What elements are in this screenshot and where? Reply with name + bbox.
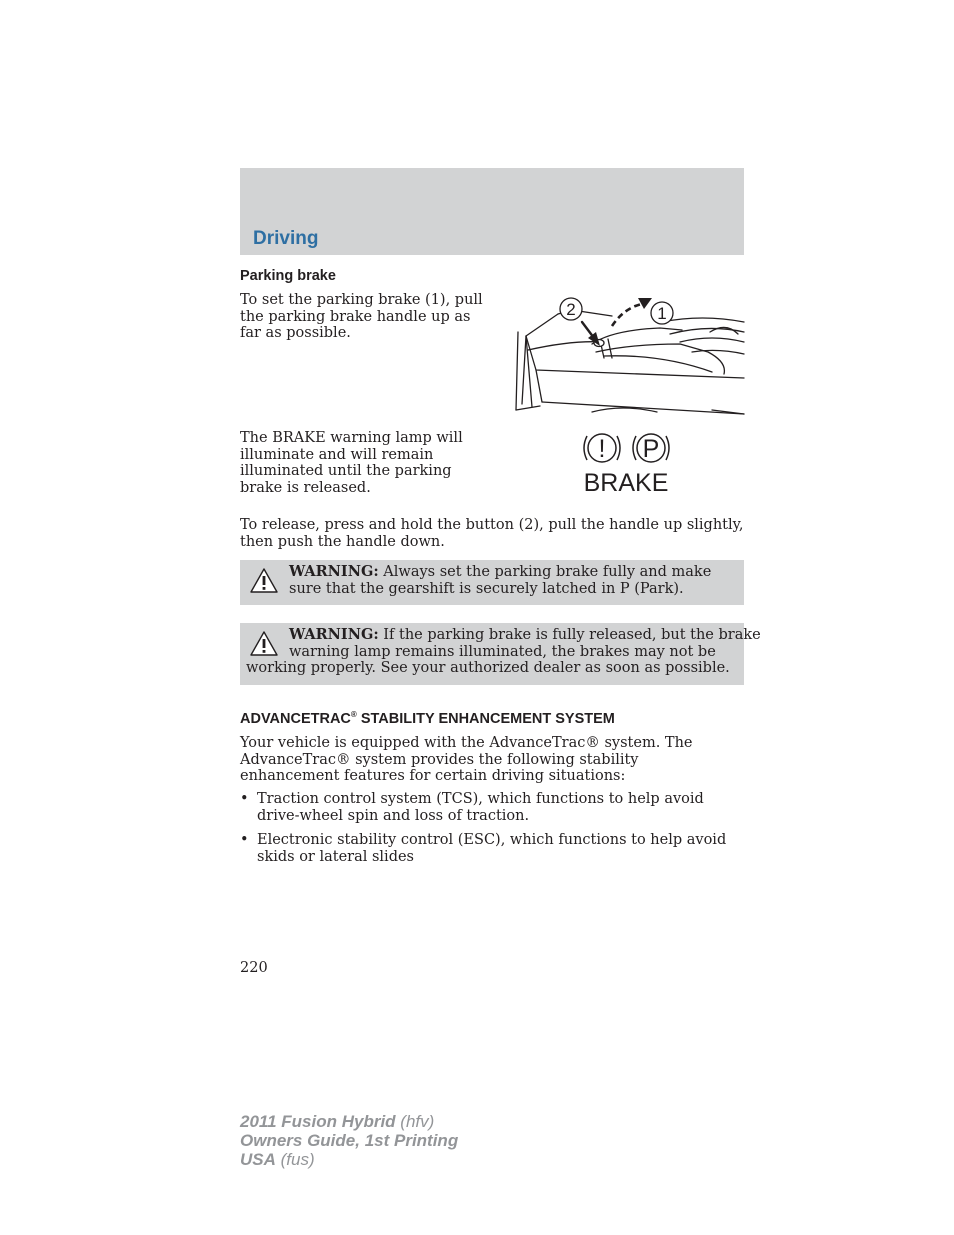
lamp-p-glyph: P <box>642 435 660 463</box>
footer-line-3 <box>240 1150 315 1169</box>
lamp-exclaim-glyph: ! <box>598 435 606 463</box>
section-title: Driving <box>253 228 319 249</box>
callout-2-label: 2 <box>566 300 576 319</box>
advancetrac-feature-list <box>240 791 744 873</box>
list-item <box>240 832 744 865</box>
footer-printing: Owners Guide, 1st Printing <box>240 1131 459 1150</box>
footer-line-1 <box>240 1112 434 1131</box>
list-item <box>240 791 744 824</box>
footer-model-code: (hfv) <box>395 1112 435 1131</box>
page-number: 220 <box>240 960 268 976</box>
warning-1-label: WARNING: <box>289 563 379 580</box>
warning-1-text: Always set the parking brake fully and make sure that the gearshift is securely latched in P (Park). <box>289 564 712 597</box>
advancetrac-intro: Your vehicle is equipped with the AdvanceTrac® system. The AdvanceTrac® system provides the following stability enhancement features for certain driving situations: <box>240 735 693 784</box>
warning-triangle-icon <box>249 567 279 594</box>
footer-market: USA <box>240 1150 276 1169</box>
list-item-text: Traction control system (TCS), which functions to help avoid drive-wheel spin and loss of traction. <box>257 791 704 824</box>
warning-2-text-line2: warning lamp remains illuminated, the brakes may not be <box>289 643 716 660</box>
parking-brake-heading: Parking brake <box>240 268 336 284</box>
footer-model: 2011 Fusion Hybrid <box>240 1112 396 1131</box>
advancetrac-heading-post: STABILITY ENHANCEMENT SYSTEM <box>356 710 615 727</box>
advancetrac-heading-pre: ADVANCETRAC <box>240 710 351 727</box>
warning-box-1 <box>240 560 744 605</box>
parking-brake-set-text: To set the parking brake (1), pull the parking brake handle up as far as possible. <box>240 292 483 341</box>
brake-lamp-text: The BRAKE warning lamp will illuminate and will remain illuminated until the parking brake is released. <box>240 430 463 496</box>
parking-brake-illustration <box>512 292 748 420</box>
callout-1-label: 1 <box>657 304 667 323</box>
list-item-text: Electronic stability control (ESC), which functions to help avoid skids or lateral slides <box>257 832 727 865</box>
footer-market-code: (fus) <box>275 1150 315 1169</box>
footer-line-2 <box>240 1131 458 1150</box>
warning-2-text-line1: If the parking brake is fully released, but the brake <box>383 627 761 643</box>
warning-2-text-line3: working properly. See your authorized dealer as soon as possible. <box>246 660 730 676</box>
lamp-brake-word: BRAKE <box>583 469 669 496</box>
release-text: To release, press and hold the button (2), pull the handle up slightly, then push the handle down. <box>240 517 744 550</box>
warning-box-2 <box>240 623 761 685</box>
warning-2-label: WARNING: <box>289 626 379 643</box>
warning-triangle-icon <box>249 630 279 657</box>
bullet-glyph: • <box>240 791 249 807</box>
registered-mark: ® <box>350 710 357 719</box>
brake-warning-lamp-icon <box>578 428 674 496</box>
bullet-glyph: • <box>240 832 249 848</box>
advancetrac-heading <box>240 710 615 727</box>
